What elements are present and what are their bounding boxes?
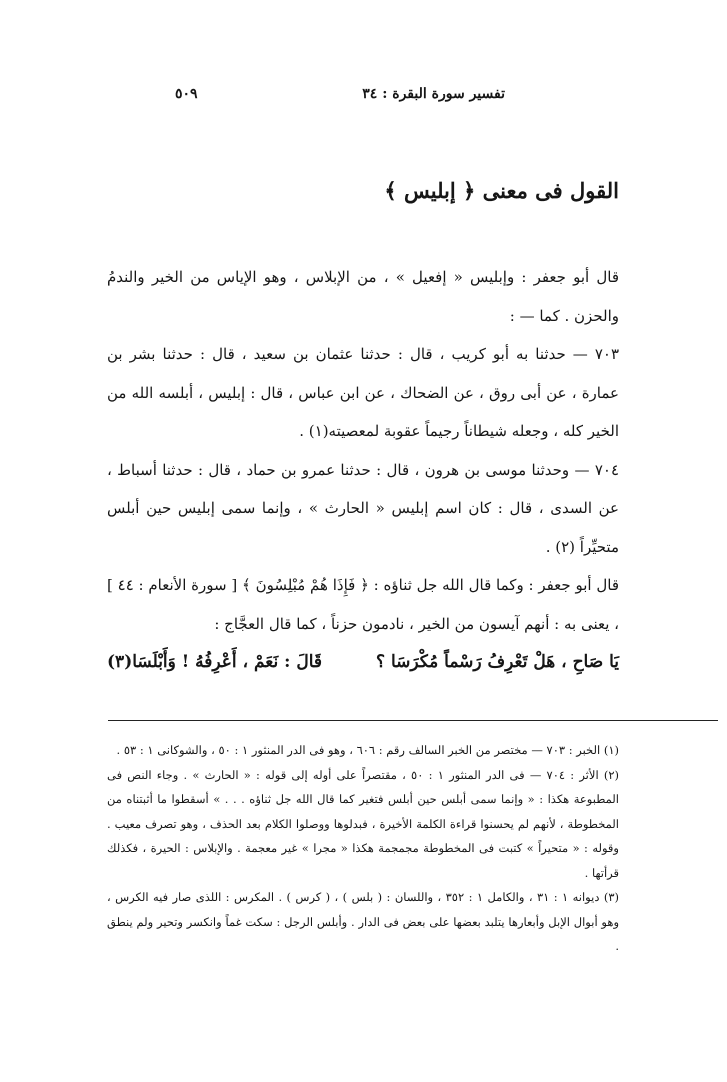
footnote-1: (١) الخبر : ٧٠٣ — مختصر من الخبر السالف رقم : ٦٠٦ ، وهو فى الدر المنثور ١ : ٥٠ ، والشوكانى ١ : ٥٣ . <box>116 743 619 757</box>
footnote-divider <box>108 720 718 721</box>
footnote-3: (٣) ديوانه ١ : ٣١ ، والكامل ١ : ٣٥٢ ، واللسان : ( بلس ) ، ( كرس ) . المكرس : اللذى صار فيه الكرس ، وهو أبوال الإبل وأبعارها يتلبد بعضها على بعض فى الدار . وأبلس الرجل : سكت غماً وانكسر وتحير ولم ينطق . <box>107 890 620 953</box>
paragraph-hadith-703: ٧٠٣ — حدثنا به أبو كريب ، قال : حدثنا عثمان بن سعيد ، قال : حدثنا بشر بن عمارة ، عن أبى روق ، عن الضحاك ، عن ابن عباس ، قال : إبليس ، أبلسه الله من الخير كله ، وجعله شيطاناً رجيماً عقوبة لمعصيته(١) . <box>107 345 619 440</box>
footnotes <box>107 738 619 959</box>
poem-hemistich-second: قَالَ : نَعَمْ ، أَعْرِفُهُ ! وَأَبْلَسَا(٣) <box>107 652 322 672</box>
running-title: تفسير سورة البقرة : ٣٤ <box>362 86 505 102</box>
section-heading: القول فى معنى ﴿ إبليس ﴾ <box>384 178 619 203</box>
paragraph-intro: قال أبو جعفر : وإبليس « إفعيل » ، من الإبلاس ، وهو الإياس من الخير والندمُ والحزن . كما — : <box>107 268 619 325</box>
footnote-2: (٢) الأثر : ٧٠٤ — فى الدر المنثور ١ : ٥٠ ، مقتصراً على أوله إلى قوله : « الحارث » . وجاء النص فى المطبوعة هكذا : « وإنما سمى أبلس حين أبلس فتغير كما قال الله جل ثناؤه . . . » أسقطوا ما أثبتناه من المخطوطة ، لأنهم لم يحسنوا قراءة الكلمة الأخيرة ، فبدلوها ووصلوا الكلام بعد الحذف ، وهو تصرف معيب . وقوله : « متحيراً » كتبت فى المخطوطة مجمجمة هكذا « مجرا » غير معجمة . والإبلاس : الحيرة ، فكذلك قرأتها . <box>107 767 620 880</box>
paragraph-athar-704: ٧٠٤ — وحدثنا موسى بن هرون ، قال : حدثنا عمرو بن حماد ، قال : حدثنا أسباط ، عن السدى ، قال : كان اسم إبليس « الحارث » ، وإنما سمى إبليس حين أبلس متحيِّراً (٢) . <box>107 460 619 556</box>
poem-hemistich-first: يَا صَاحِ ، هَلْ تَعْرِفُ رَسْماً مُكْرَسَا ؟ <box>376 652 619 672</box>
page-number: ٥٠٩ <box>175 86 198 102</box>
body-text <box>107 258 619 643</box>
paragraph-quran-citation: قال أبو جعفر : وكما قال الله جل ثناؤه : ﴿ فَإِذَا هُمْ مُبْلِسُونَ ﴾ [ سورة الأنعام : ٤٤ ] ، يعنى به : أنهم آيسون من الخير ، نادمون حزناً ، كما قال العجَّاج : <box>107 576 619 633</box>
poem-verse <box>107 652 619 672</box>
